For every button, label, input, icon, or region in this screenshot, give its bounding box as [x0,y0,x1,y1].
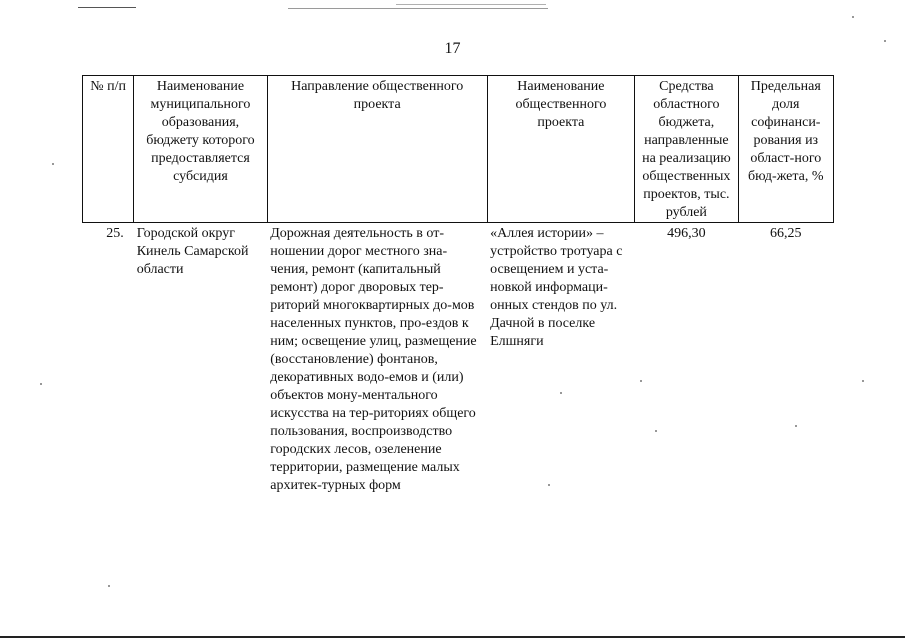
cell-municipality: Городской округ Кинель Самарской области [136,226,249,277]
table-row [83,223,834,496]
scan-artifact-line [396,4,546,5]
scan-speck [52,163,54,165]
header-municipality: Наименование муниципального образования, бюджету которого предоставляется субсидия [134,76,268,223]
header-share: Предельная доля софинанси-рования из област-ного бюд-жета, % [738,76,833,223]
subsidy-table [82,75,834,495]
cell-project-name: «Аллея истории» – устройство тротуара с освещением и уста-новкой информаци-онных стендов по ул. Дачной в поселке Елшняги [490,226,623,349]
header-direction: Направление общественного проекта [267,76,487,223]
scan-speck [40,383,42,385]
scan-speck [852,16,854,18]
cell-number: 25. [106,226,124,241]
scan-speck [862,380,864,382]
page-number: 17 [444,40,461,57]
scan-artifact-line [288,8,548,9]
scan-artifact-line [78,7,136,8]
header-number: № п/п [83,76,134,223]
cell-direction: Дорожная деятельность в от-ношении дорог местного зна-чения, ремонт (капитальный ремонт) дорог дворовых тер-риторий многоквартирных до-мов населенных пунктов, про-ездов к ним; освещение улиц, размещение (восстановление) фонтанов, декоративных водо-емов и (или) объектов мону-ментального искусства на тер-риториях общего пользования, воспроизводство городских лесов, озеленение территории, размещение малых архитек-турных форм [270,226,477,493]
header-funds: Средства областного бюджета, направленные на реализацию общественных проектов, тыс. рублей [635,76,738,223]
scan-artifact-line [0,636,905,638]
header-project-name: Наименование общественного проекта [487,76,635,223]
cell-share: 66,25 [770,226,802,241]
scan-speck [108,585,110,587]
table-header-row [83,76,834,223]
cell-funds: 496,30 [667,226,706,241]
